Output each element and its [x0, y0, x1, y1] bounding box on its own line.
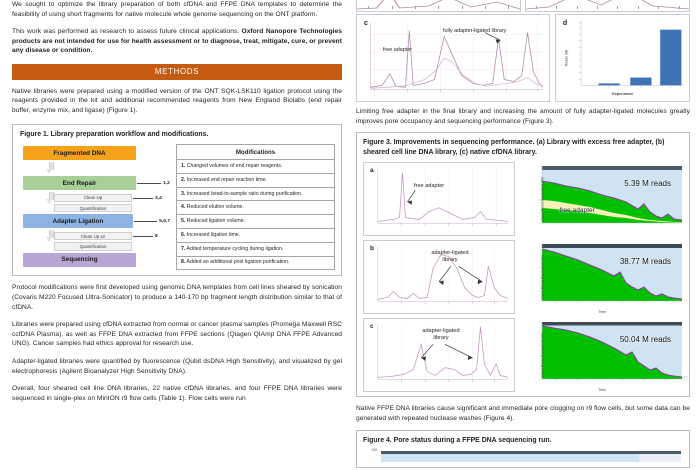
limiting-adapter-paragraph: Limiting free adapter in the final library and increasing the amount of fully adapter-ligated molecules greatly improves pore occupancy and sequencing performance (Figure 3). [356, 108, 690, 125]
mod-num: 2. [181, 176, 186, 183]
figure-4-y-top-tick: 100 [371, 448, 377, 453]
mod-text: Increased bead-to-sample ratio during purification. [186, 190, 303, 197]
clipped-panel-a [356, 0, 521, 12]
right-column [352, 0, 700, 470]
substep-clean-up-2: Clean Up x2 [54, 232, 132, 240]
panel-c-label: c [364, 20, 368, 27]
mod-num: 3. [181, 190, 186, 197]
table-row [177, 215, 335, 229]
table-header-row [177, 145, 335, 160]
methods-paragraph-5: Overall, four sheared cell line DNA libraries, 22 native cfDNA libraries, and four FFPE DNA libraries were sequenced in single-plex on MinION r9 flow cells (Table 1). Flow cells were run [12, 385, 342, 402]
figure-4-box [356, 430, 690, 469]
mod-text: Increased ligation time. [186, 231, 241, 238]
workflow-refs-cleanup-2: 8 [155, 233, 158, 239]
methods-paragraph-2: Protocol modifications were first developed using genomic DNA templates from cell lines sheared by sonication (Covaris M220 Focused Ultra-Sonicator) to produce a 140-170 bp fragment length distribution similar to that of cfDNA. [12, 284, 342, 311]
clipped-mini-panels [356, 0, 690, 12]
workflow-step-end-repair: End Repair [23, 176, 136, 190]
workflow-substep-1 [54, 194, 170, 213]
table-row [177, 229, 335, 243]
panel-d-y-axis-label: Reads (M) [564, 49, 569, 67]
leader-line-3 [134, 221, 157, 222]
figure-4-caption: Figure 4. Pore status during a FFPE DNA sequencing run. [363, 436, 552, 444]
panel-d-reads-bar-chart [555, 14, 690, 102]
table-row [177, 187, 335, 201]
panel-c-bioanalyzer [356, 14, 550, 102]
clipped-chart-row-above [356, 0, 690, 13]
f3b-pore-occupancy-plot [520, 240, 684, 314]
workflow-arrow-2 [47, 192, 54, 205]
panel-d-label: d [562, 20, 568, 27]
leader-line-2 [133, 198, 153, 199]
panel-d-plot-icon [556, 15, 689, 101]
figure-4-area-icon [381, 451, 681, 462]
table-row [177, 242, 335, 256]
figure-3-box [356, 132, 690, 397]
table-row [177, 160, 335, 174]
figure-3-row-b [363, 240, 684, 314]
workflow-diagram [20, 144, 170, 270]
mod-num: 7. [181, 245, 186, 252]
workflow-refs-adapter-ligation: 5,6,7 [159, 218, 170, 224]
f3a-annot: free adapter [414, 183, 445, 190]
panel-c-annot-free-adapter: free adapter [383, 47, 413, 53]
workflow-refs-cleanup-1: 3,4 [155, 195, 162, 201]
mod-num: 8. [181, 259, 186, 266]
mod-text: Reduced ligation volume. [186, 218, 246, 225]
substep-quantification-2: Quantification [54, 242, 132, 250]
table-row [177, 201, 335, 215]
methods-paragraph-4: Adapter-ligated libraries were quantified by fluorescence (Qubit dsDNA High Sensitivity), and visualized by gel electrophoresis (Agilent Bioanalyzer High Sensitivity DNA). [12, 357, 342, 375]
mod-text: Reduced elution volume. [186, 204, 244, 211]
mod-text: Added an additional post ligation purification. [186, 259, 290, 266]
workflow-arrow-3 [47, 230, 54, 243]
panel-c-d-row [356, 14, 690, 102]
mod-num: 4. [181, 204, 186, 211]
f3b-label: b [370, 245, 374, 253]
methods-paragraph-1: Native libraries were prepared using a modified version of the ONT SQK-LSK110 ligation protocol using the reagents provided in the kit and additional recommended reagents from New England Biolabs (end repair buffer, enzyme mix, and ligase) (Figure 1). [12, 87, 342, 114]
f3c-pore-occupancy-plot [520, 318, 684, 392]
f3a-free-adapter-annot: free adapter [559, 206, 595, 214]
table-row [177, 173, 335, 187]
workflow-step-sequencing: Sequencing [23, 253, 136, 267]
mod-num: 5. [181, 218, 186, 225]
intro-plain-head: This work was performed as research to assess future clinical applications. [12, 28, 242, 36]
workflow-step-fragmented-dna: Fragmented DNA [23, 146, 136, 160]
intro-paragraph-2 [12, 27, 342, 56]
f3c-x-axis-label: Time [598, 387, 606, 392]
intro-paragraph-1: We sought to optimize the library preparation of both cfDNA and FFPE DNA templates to determine the feasibility of using short fragments for native molecule whole genome sequencing on the ONT platform. [12, 1, 342, 18]
figure-1-content [20, 144, 335, 270]
f3b-bioanalyzer-plot [363, 240, 515, 314]
table-row [177, 256, 335, 270]
workflow-refs-end-repair: 1,2 [163, 180, 170, 186]
workflow-substep-2 [54, 232, 170, 251]
f3c-y-axis-label: Nano Pores Equivalent (%) [540, 333, 545, 378]
mod-text: Changed volumes of end repair reagents. [186, 163, 283, 170]
f3c-label: c [370, 323, 374, 331]
f3a-pore-occupancy-plot [520, 162, 684, 236]
f3a-y-axis-label: Nano Pores Equivalent (%) [540, 177, 545, 222]
figure-1-box [12, 124, 342, 277]
axis-ticks [357, 6, 520, 10]
figure-4-plot [363, 448, 683, 462]
figure-3-caption: Figure 3. Improvements in sequencing performance. (a) Library with excess free adapter, (b) sheared cell line DNA library, (c) native cfDNA library. [363, 139, 665, 156]
f3c-annot: adapter-ligated library [422, 328, 460, 342]
mod-text: Added temperature cycling during ligation. [186, 245, 284, 252]
panel-d-x-axis-label: Experiment [612, 92, 633, 96]
f3c-bioanalyzer-plot [363, 318, 515, 392]
modifications-table [176, 144, 335, 270]
leader-line-4 [133, 236, 153, 237]
methods-banner: METHODS [12, 64, 342, 80]
f3a-label: a [370, 167, 374, 175]
workflow-step-adapter-ligation: Adapter Ligation [23, 214, 133, 228]
figure-3-row-c [363, 318, 684, 392]
f3a-reads-label: 5.39 M reads [624, 179, 671, 189]
mod-text: Increased end repair reaction time. [186, 176, 267, 183]
mod-num: 6. [181, 231, 186, 238]
clipped-panel-b [525, 0, 690, 12]
intro-disclaimer-bold: Oxford Nanopore Technologies products are not intended for use for health assessment or to diagnose, treat, mitigate, cure, or prevent any disease or condition. [12, 28, 342, 55]
f3c-reads-label: 50.04 M reads [619, 335, 671, 345]
f3a-bioanalyzer-plot [363, 162, 515, 236]
figure-1-caption: Figure 1. Library preparation workflow and modifications. [20, 130, 209, 138]
f3a-trace-icon [364, 163, 514, 235]
f3b-x-axis-label: Time [598, 309, 606, 314]
substep-clean-up-1: Clean Up [54, 194, 132, 202]
methods-paragraph-3: Libraries were prepared using cfDNA extracted from normal or cancer plasma samples (Promega Maxwell RSC ccfDNA Plasma), as well as FFPE DNA extracted from FFPE sections (Qiagen QIAmp DNA FFPE Advanced UNG). Cancer samples had ethics approval for research use. [12, 321, 342, 348]
leader-line-1 [137, 183, 161, 184]
f3b-reads-label: 38.77 M reads [619, 257, 671, 267]
substep-quantification-1: Quantification [54, 204, 132, 212]
f3b-y-axis-label: Nano Pores Equivalent (%) [540, 255, 545, 300]
workflow-arrow-1 [47, 162, 54, 175]
mod-num: 1. [181, 163, 186, 170]
panel-c-annot-library: fully adapter-ligated library [443, 28, 507, 34]
ffpe-clogging-paragraph: Native FFPE DNA libraries cause significant and immediate pore clogging on r9 flow cells, but some data can be generated with repeated nuclease washes (Figure 4). [356, 405, 690, 422]
figure-3-row-a [363, 162, 684, 236]
axis-ticks [526, 6, 689, 10]
modifications-header: Modifications [177, 145, 335, 160]
f3b-annot: adapter-ligated library [431, 250, 469, 264]
